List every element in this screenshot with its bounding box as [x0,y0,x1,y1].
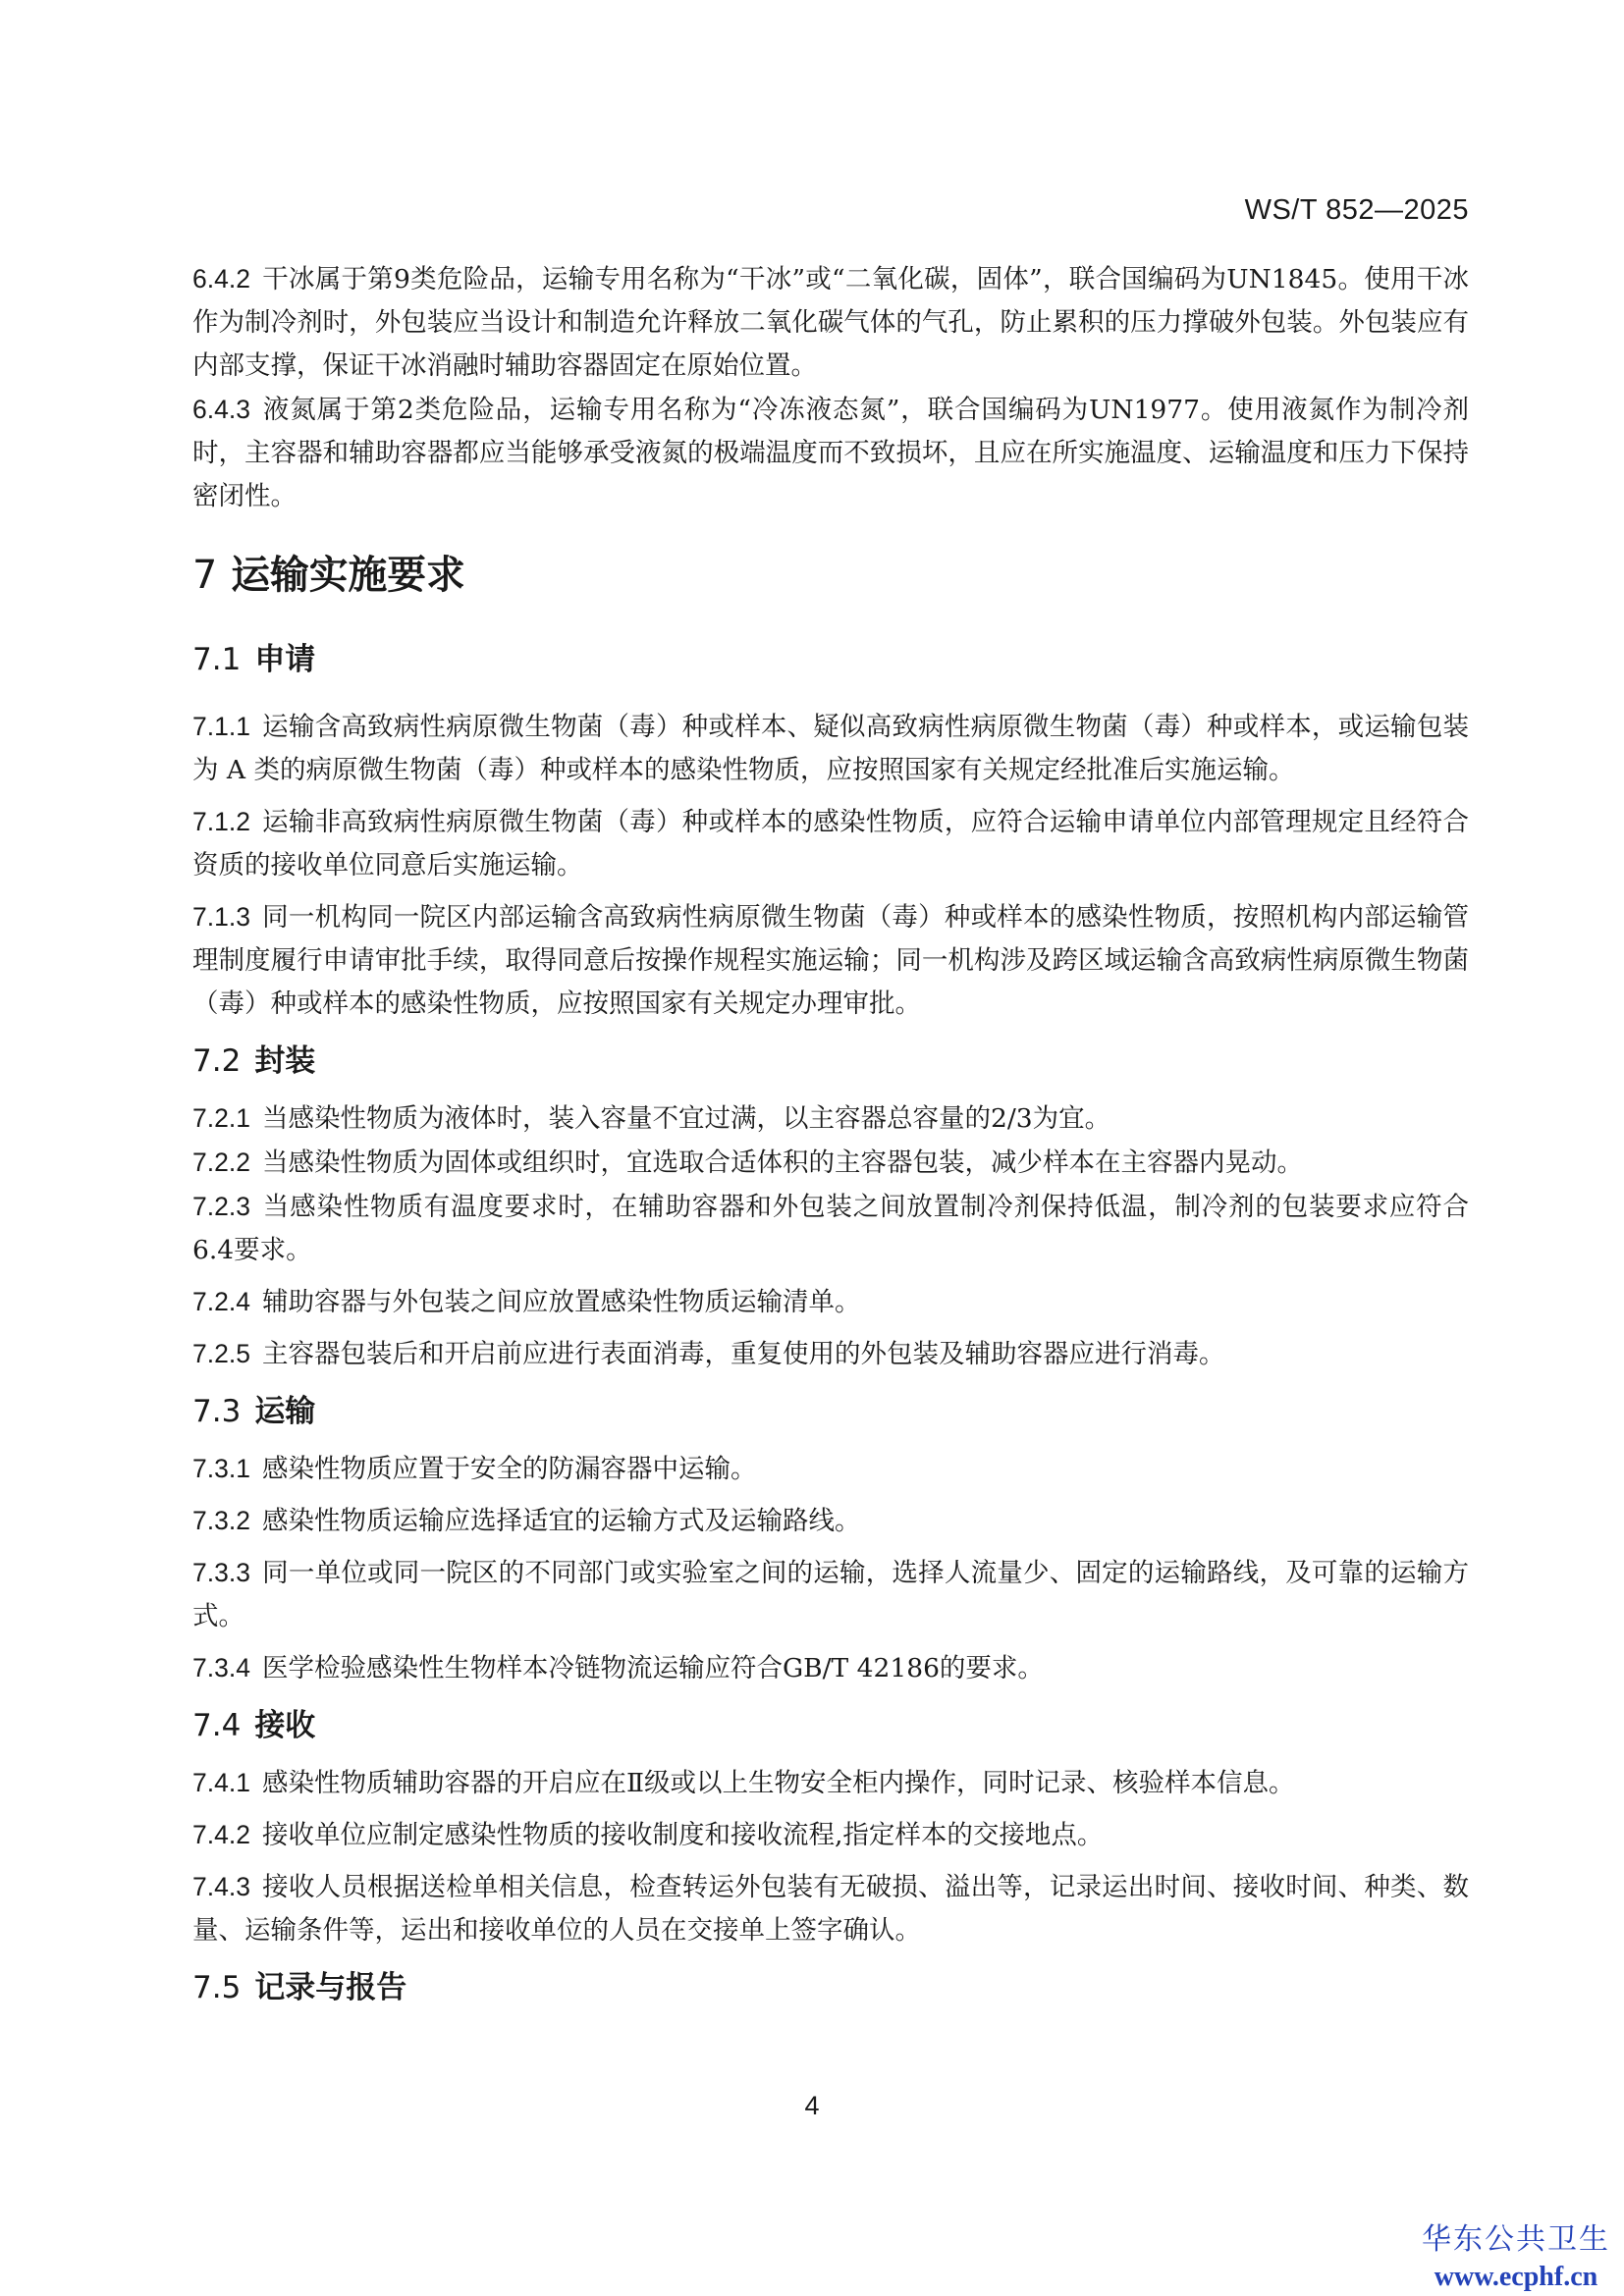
clause-7-3-3 [192,1551,1469,1638]
section-heading-7-4 [192,1704,1469,1747]
clause-text: 接收单位应制定感染性物质的接收制度和接收流程,指定样本的交接地点。 [261,1820,1104,1850]
clause-7-2-1 [192,1096,1469,1141]
clause-text: 主容器包装后和开启前应进行表面消毒，重复使用的外包装及辅助容器应进行消毒。 [261,1339,1225,1369]
clause-number: 7.2.1 [192,1103,250,1133]
clause-6-4-2 [192,257,1469,388]
section-title: 接收 [254,1708,316,1743]
clause-text: 感染性物质辅助容器的开启应在Ⅱ级或以上生物安全柜内操作，同时记录、核验样本信息。 [261,1768,1295,1798]
section-title: 申请 [254,642,316,677]
section-heading-7-3 [192,1390,1469,1433]
clause-text: 液氮属于第2类危险品，运输专用名称为“冷冻液态氮”，联合国编码为UN1977。使用液氮作为制冷剂时，主容器和辅助容器都应当能够承受液氮的极端温度而不致损坏，且应在所实施温度、运输温度和压力下保持密闭性。 [192,395,1469,511]
section-number: 7.4 [192,1708,242,1743]
clause-number: 6.4.2 [192,264,250,294]
clause-number: 7.3.1 [192,1454,250,1483]
clause-text: 感染性物质应置于安全的防漏容器中运输。 [261,1454,757,1484]
clause-text: 当感染性物质有温度要求时，在辅助容器和外包装之间放置制冷剂保持低温，制冷剂的包装要求应符合6.4要求。 [192,1192,1469,1265]
clause-7-3-4 [192,1646,1469,1690]
clause-number: 7.1.2 [192,807,250,836]
clause-number: 7.3.4 [192,1653,250,1682]
section-title: 运输 [254,1394,316,1429]
clause-6-4-3 [192,388,1469,518]
clause-7-2-2 [192,1141,1469,1185]
clause-7-4-1 [192,1761,1469,1805]
clause-7-1-3 [192,895,1469,1026]
clause-text: 当感染性物质为液体时，装入容量不宜过满，以主容器总容量的2/3为宜。 [261,1103,1111,1134]
page-number: 4 [804,2091,820,2120]
clause-7-3-2 [192,1499,1469,1543]
section-number: 7.3 [192,1394,242,1429]
clause-7-4-2 [192,1813,1469,1857]
clause-7-1-1 [192,705,1469,792]
watermark-name: 华东公共卫生 [1422,2222,1610,2257]
section-heading-7-2 [192,1040,1469,1083]
clause-text: 同一机构同一院区内部运输含高致病性病原微生物菌（毒）种或样本的感染性物质，按照机构内部运输管理制度履行申请审批手续，取得同意后按操作规程实施运输；同一机构涉及跨区域运输含高致病性病原微生物菌（毒）种或样本的感染性物质，应按照国家有关规定办理审批。 [192,902,1469,1019]
clause-number: 7.3.2 [192,1506,250,1535]
clause-text: 运输含高致病性病原微生物菌（毒）种或样本、疑似高致病性病原微生物菌（毒）种或样本，或运输包装为 A 类的病原微生物菌（毒）种或样本的感染性物质，应按照国家有关规定经批准后实施运输。 [192,712,1469,785]
clause-text: 接收人员根据送检单相关信息，检查转运外包装有无破损、溢出等，记录运出时间、接收时间、种类、数量、运输条件等，运出和接收单位的人员在交接单上签字确认。 [192,1872,1469,1946]
document-body [192,257,1469,2009]
section-heading-7-1 [192,638,1469,681]
clause-7-2-4 [192,1280,1469,1324]
chapter-title: 运输实施要求 [231,553,465,598]
section-number: 7.2 [192,1043,242,1079]
section-number: 7.5 [192,1970,242,2005]
clause-number: 7.4.1 [192,1768,250,1797]
clause-text: 干冰属于第9类危险品，运输专用名称为“干冰”或“二氧化碳，固体”，联合国编码为UN1845。使用干冰作为制冷剂时，外包装应当设计和制造允许释放二氧化碳气体的气孔，防止累积的压力撑破外包装。外包装应有内部支撑，保证干冰消融时辅助容器固定在原始位置。 [192,264,1469,381]
clause-number: 7.1.1 [192,712,250,741]
clause-number: 7.2.4 [192,1287,250,1316]
section-title: 封装 [254,1043,316,1079]
clause-text: 辅助容器与外包装之间应放置感染性物质运输清单。 [261,1287,861,1317]
clause-number: 7.3.3 [192,1558,250,1587]
clause-number: 6.4.3 [192,395,250,424]
clause-number: 7.2.3 [192,1192,250,1221]
clause-number: 7.1.3 [192,902,250,932]
watermark [1422,2215,1610,2293]
clause-number: 7.2.2 [192,1148,250,1177]
clause-number: 7.2.5 [192,1339,250,1368]
clause-7-4-3 [192,1865,1469,1952]
clause-text: 医学检验感染性生物样本冷链物流运输应符合GB/T 42186的要求。 [261,1653,1044,1683]
clause-7-3-1 [192,1447,1469,1491]
section-heading-7-5 [192,1966,1469,2009]
clause-7-1-2 [192,800,1469,887]
clause-7-2-3 [192,1185,1469,1272]
standard-number: WS/T 852—2025 [1244,194,1469,226]
clause-text: 运输非高致病性病原微生物菌（毒）种或样本的感染性物质，应符合运输申请单位内部管理规定且经符合资质的接收单位同意后实施运输。 [192,807,1469,881]
watermark-url: www.ecphf.cn [1434,2262,1598,2292]
section-title: 记录与报告 [254,1970,407,2005]
clause-text: 感染性物质运输应选择适宜的运输方式及运输路线。 [261,1506,861,1536]
clause-number: 7.4.3 [192,1872,250,1901]
chapter-number: 7 [192,553,218,598]
clause-text: 当感染性物质为固体或组织时，宜选取合适体积的主容器包装，减少样本在主容器内晃动。 [261,1148,1303,1178]
clause-text: 同一单位或同一院区的不同部门或实验室之间的运输，选择人流量少、固定的运输路线，及可靠的运输方式。 [192,1558,1469,1631]
clause-7-2-5 [192,1332,1469,1376]
section-number: 7.1 [192,642,242,677]
chapter-heading-7 [192,554,1469,597]
clause-number: 7.4.2 [192,1820,250,1849]
